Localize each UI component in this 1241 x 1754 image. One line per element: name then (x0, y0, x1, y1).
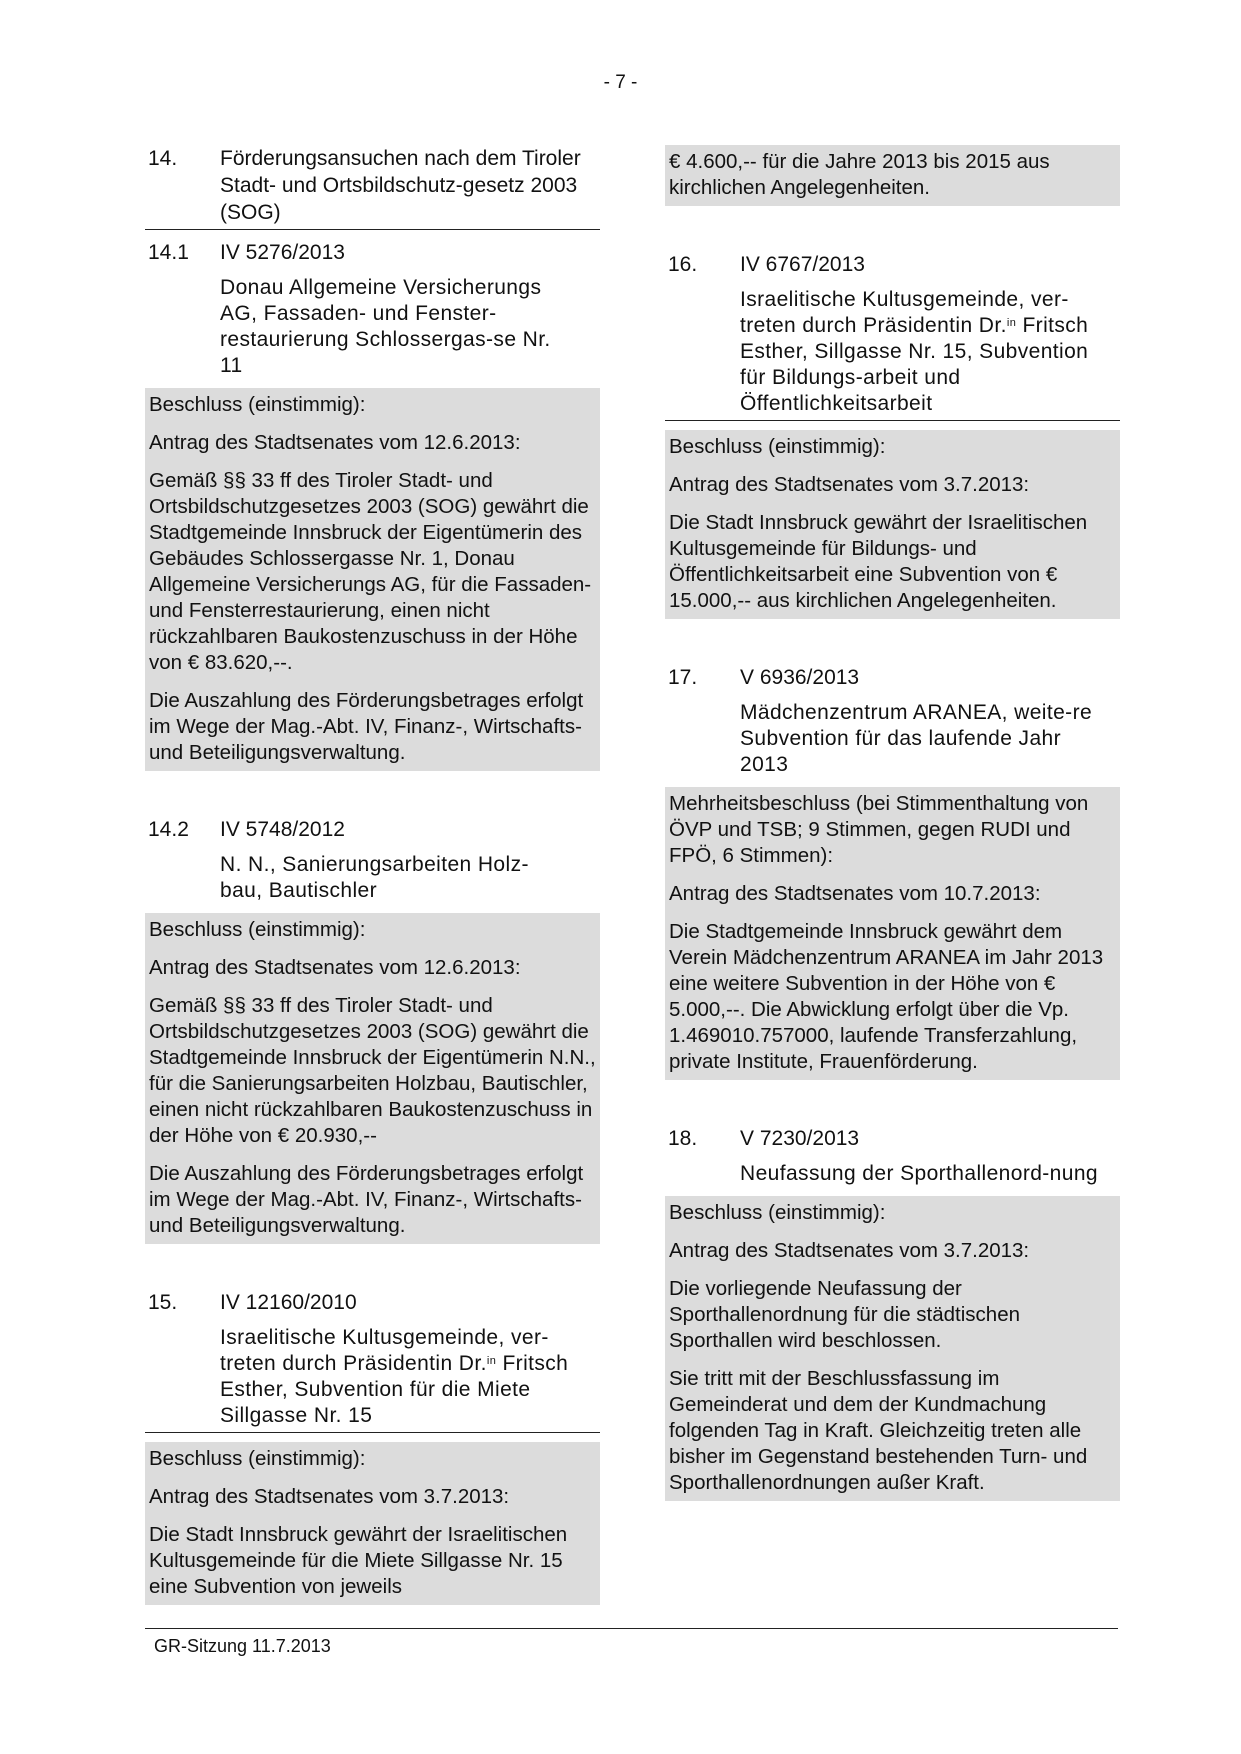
item-reference: IV 12160/2010 (220, 1291, 357, 1314)
item-reference: IV 6767/2013 (740, 253, 865, 276)
item-title: Israelitische Kultusgemeinde, ver-treten durch Präsidentin Dr.$^{in}$ Fritsch Esther, Sillgasse Nr. 15, Subvention für Bildungs-arbeit und Öffentlichkeitsarbeit (740, 288, 1089, 415)
decision-label: Mehrheitsbeschluss (bei Stimmenthaltung von ÖVP und TSB; 9 Stimmen, gegen RUDI und FPÖ, 6 Stimmen): (669, 792, 1089, 867)
decision-label: Beschluss (einstimmig): (149, 1447, 366, 1470)
item-title: N. N., Sanierungsarbeiten Holz-bau, Bautischler (220, 853, 529, 902)
decision-label: Beschluss (einstimmig): (669, 1201, 886, 1224)
decision-box (665, 787, 1120, 1080)
payment-text: Die Auszahlung des Förderungsbetrages erfolgt im Wege der Mag.-Abt. IV, Finanz-, Wirtschafts- und Beteiligungsverwaltung. (149, 1162, 584, 1237)
decision-text: € 4.600,-- für die Jahre 2013 bis 2015 aus kirchlichen Angelegenheiten. (669, 150, 1050, 199)
left-column (145, 145, 600, 1605)
effective-text: Sie tritt mit der Beschlussfassung im Gemeinderat und dem der Kundmachung folgenden Tag in Kraft. Gleichzeitig treten alle bisher im Gegenstand bestehenden Turn- und Sporthallenordnungen außer Kraft. (669, 1367, 1088, 1494)
motion-label: Antrag des Stadtsenates vom 12.6.2013: (149, 956, 521, 979)
item-reference: IV 5276/2013 (220, 241, 345, 264)
agenda-item-14 (145, 145, 600, 230)
decision-box (665, 1196, 1120, 1501)
agenda-item-17 (665, 664, 1120, 1080)
item-title: Neufassung der Sporthallenord-nung (740, 1162, 1098, 1185)
decision-box-continued (665, 145, 1120, 206)
item-title: Donau Allgemeine Versicherungs AG, Fassaden- und Fenster-restaurierung Schlossergas-se Nr. 11 (220, 276, 551, 377)
decision-text: Die Stadtgemeinde Innsbruck gewährt dem Verein Mädchenzentrum ARANEA im Jahr 2013 eine weitere Subvention in der Höhe von € 5.000,--. Die Abwicklung erfolgt über die Vp. 1.469010.757000, laufende Transferzahlung, private Institute, Frauenförderung. (669, 920, 1104, 1073)
agenda-item-15 (145, 1289, 600, 1605)
motion-label: Antrag des Stadtsenates vom 3.7.2013: (669, 1239, 1030, 1262)
decision-text: Gemäß §§ 33 ff des Tiroler Stadt- und Ortsbildschutzgesetzes 2003 (SOG) gewährt die Stadtgemeinde Innsbruck der Eigentümerin N.N., für die Sanierungsarbeiten Holzbau, Bautischler, einen nicht rückzahlbaren Baukostenzuschuss in der Höhe von € 20.930,-- (149, 994, 596, 1147)
agenda-item-14-2 (145, 816, 600, 1244)
item-title: Israelitische Kultusgemeinde, ver-treten durch Präsidentin Dr.$^{in}$ Fritsch Esther, Subvention für die Miete Sillgasse Nr. 15 (220, 1326, 569, 1427)
item-reference: V 6936/2013 (740, 666, 860, 689)
agenda-item-14-1 (145, 239, 600, 771)
decision-text: Die Stadt Innsbruck gewährt der Israelitischen Kultusgemeinde für die Miete Sillgasse Nr. 15 eine Subvention von jeweils (149, 1523, 568, 1598)
item-number: 18. (668, 1127, 698, 1150)
decision-text: Gemäß §§ 33 ff des Tiroler Stadt- und Ortsbildschutzgesetzes 2003 (SOG) gewährt die Stadtgemeinde Innsbruck der Eigentümerin des Gebäudes Schlossergasse Nr. 1, Donau Allgemeine Versicherungs AG, für die Fassaden- und Fensterrestaurierung, einen nicht rückzahlbaren Baukostenzuschuss in der Höhe von € 83.620,--. (149, 469, 592, 674)
motion-label: Antrag des Stadtsenates vom 12.6.2013: (149, 431, 521, 454)
motion-label: Antrag des Stadtsenates vom 3.7.2013: (149, 1485, 510, 1508)
decision-box (665, 430, 1120, 619)
decision-label: Beschluss (einstimmig): (149, 393, 366, 416)
footer-divider (145, 1628, 1118, 1629)
footer-text: GR-Sitzung 11.7.2013 (154, 1636, 331, 1656)
item-reference: V 7230/2013 (740, 1127, 860, 1150)
item-number: 14. (148, 147, 178, 170)
item-number: 17. (668, 666, 698, 689)
payment-text: Die Auszahlung des Förderungsbetrages erfolgt im Wege der Mag.-Abt. IV, Finanz-, Wirtschafts- und Beteiligungsverwaltung. (149, 689, 584, 764)
decision-box (145, 913, 600, 1244)
agenda-item-16 (665, 251, 1120, 619)
item-heading: Förderungsansuchen nach dem Tiroler Stadt- und Ortsbildschutz-gesetz 2003 (SOG) (220, 147, 581, 224)
decision-text: Die vorliegende Neufassung der Sporthallenordnung für die städtischen Sporthallen wird beschlossen. (669, 1277, 1021, 1352)
motion-label: Antrag des Stadtsenates vom 3.7.2013: (669, 473, 1030, 496)
item-number: 14.1 (148, 241, 189, 264)
motion-label: Antrag des Stadtsenates vom 10.7.2013: (669, 882, 1041, 905)
item-number: 15. (148, 1291, 178, 1314)
item-reference: IV 5748/2012 (220, 818, 345, 841)
decision-box (145, 1442, 600, 1605)
decision-text: Die Stadt Innsbruck gewährt der Israelitischen Kultusgemeinde für Bildungs- und Öffentlichkeitsarbeit eine Subvention von € 15.000,-- aus kirchlichen Angelegenheiten. (669, 511, 1088, 612)
agenda-item-18 (665, 1125, 1120, 1501)
decision-box (145, 388, 600, 771)
item-title: Mädchenzentrum ARANEA, weite-re Subvention für das laufende Jahr 2013 (740, 701, 1093, 776)
right-column (665, 145, 1120, 1501)
page-number: - 7 - (603, 72, 638, 93)
decision-label: Beschluss (einstimmig): (149, 918, 366, 941)
item-number: 16. (668, 253, 698, 276)
item-number: 14.2 (148, 818, 189, 841)
decision-label: Beschluss (einstimmig): (669, 435, 886, 458)
